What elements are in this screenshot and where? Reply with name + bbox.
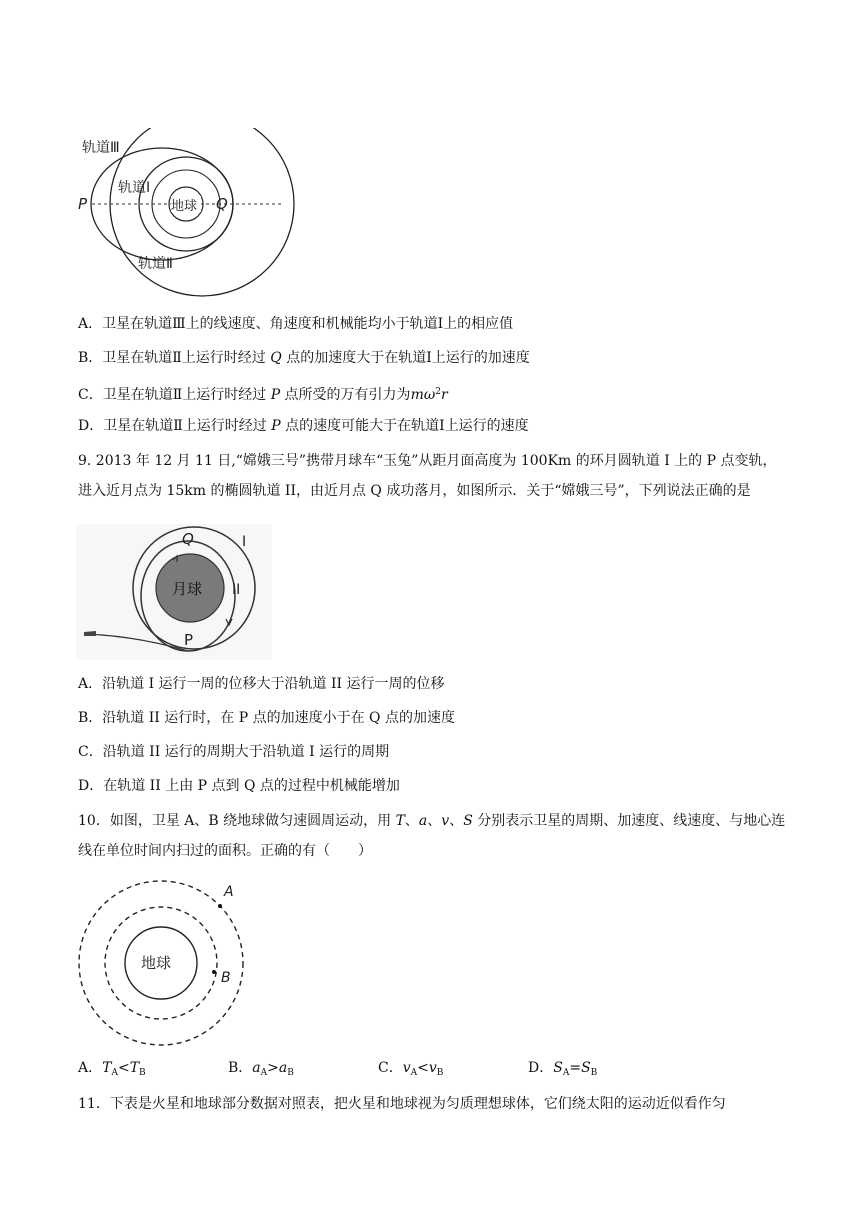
q11-stem: 11．下表是火星和地球部分数据对照表，把火星和地球视为匀质理想球体，它们绕太阳的运动近似看作匀 [78,1096,726,1112]
earth-label: 地球 [171,199,198,214]
q9-option-b [78,708,455,728]
option-letter: C． [378,1060,403,1076]
option-text: 卫星在轨道Ⅲ上的线速度、角速度和机械能均小于轨道Ⅰ上的相应值 [102,316,514,332]
q8-option-b [78,348,530,368]
option-op: < [417,1060,429,1076]
satellite-b-dot [212,970,216,974]
point-q-label: Q [216,195,228,213]
q8-option-a [78,314,513,334]
formula-m-omega: mω [410,387,436,403]
separator: 、 [449,813,464,829]
option-letter: D． [78,418,104,434]
stem-text: 10．如图，卫星 A、B 绕地球做匀速圆周运动，用 [78,813,396,829]
q10-option-d [528,1058,597,1083]
formula-r: r [441,387,448,403]
option-text: 沿轨道 II 运行时，在 P 点的加速度小于在 Q 点的加速度 [102,710,455,726]
option-text: 沿轨道 I 运行一周的位移大于沿轨道 II 运行一周的位移 [102,676,445,692]
q10-stem [78,806,788,866]
option-op: > [267,1060,279,1076]
satellite-orbit-diagram [76,878,252,1048]
option-rhs-sub: B [287,1068,294,1078]
stem-text: 分别表示卫星的周期、加速度、线速度、与地心连线在单位时间内扫过的面积。正确的有（ ） [78,813,786,859]
option-rhs: S [581,1060,591,1076]
option-rhs: v [428,1060,437,1076]
option-lhs: a [252,1060,261,1076]
option-letter: C． [78,387,103,403]
point-q-label: Q [182,530,194,548]
option-text: 卫星在轨道Ⅱ上运行时经过 [102,350,271,366]
option-rhs-sub: B [590,1068,598,1078]
option-rhs-sub: B [436,1068,444,1078]
var-v: v [441,813,450,829]
option-variable: P [271,418,281,434]
option-lhs-sub: A [410,1068,418,1078]
var-s: S [463,813,473,829]
q9-option-d [78,776,400,796]
option-op: < [117,1060,130,1076]
point-p-label: P [78,195,88,213]
q9-stem: 9. 2013 年 12 月 11 日,“嫦娥三号”携带月球车“玉兔”从距月面高度为 100Km 的环月圆轨道 I 上的 P 点变轨，进入近月点为 15km 的椭圆轨道 II，由近月点 Q 成功落月，如图所示．关于“嫦娥三号”，下列说法正确的是 [78,453,777,499]
option-text: 卫星在轨道Ⅱ上运行时经过 [102,387,271,403]
option-rhs: a [278,1060,288,1076]
q8-option-c [78,382,448,405]
option-text: 点的速度可能大于在轨道Ⅰ上运行的速度 [280,418,529,434]
satellite-a-label: A [224,884,234,900]
q10-option-a [78,1058,146,1083]
orbit2-label: 轨道Ⅱ [138,256,173,272]
option-lhs-sub: A [111,1068,118,1078]
separator: 、 [427,813,442,829]
option-letter: A． [78,1060,103,1076]
satellite-b-label: B [221,970,231,986]
option-lhs-sub: A [260,1068,268,1078]
orbit-ii-label: II [232,582,241,598]
option-lhs: T [102,1060,112,1076]
option-variable: P [270,387,281,403]
option-lhs-sub: A [562,1068,570,1078]
option-text: 沿轨道 II 运行的周期大于沿轨道 I 运行的周期 [102,744,390,760]
moon-orbit-diagram [76,524,272,660]
orbit3-label: 轨道Ⅲ [82,140,120,156]
option-letter: B． [78,350,103,366]
separator: 、 [404,813,419,829]
option-letter: A． [78,316,103,332]
q8-option-d [78,416,529,436]
q9-option-a [78,674,445,694]
var-a: a [418,813,428,829]
orbit-diagram [76,128,296,298]
option-lhs: v [402,1060,411,1076]
earth-label: 地球 [141,954,172,972]
q10-option-c [378,1058,443,1083]
option-letter: C． [78,744,103,760]
formula-exponent: 2 [435,387,441,397]
moon-label: 月球 [172,580,203,598]
option-text: 点所受的万有引力为 [280,387,411,403]
q9-option-c [78,742,389,762]
var-t: T [395,813,405,829]
option-text: 卫星在轨道Ⅱ上运行时经过 [103,418,272,434]
option-op: = [569,1060,582,1076]
satellite-a-dot [218,904,222,908]
option-text: 点的加速度大于在轨道Ⅰ上运行的加速度 [281,350,530,366]
option-variable: Q [270,350,282,366]
option-letter: A． [78,676,103,692]
orbit1-label: 轨道Ⅰ [118,180,151,196]
option-text: 在轨道 II 上由 P 点到 Q 点的过程中机械能增加 [103,778,400,794]
option-rhs-sub: B [139,1068,146,1078]
option-letter: D． [528,1060,554,1076]
q10-option-b [228,1058,294,1083]
point-p-label: P [184,631,194,649]
orbit-i-label: I [242,534,247,550]
option-lhs: S [553,1060,563,1076]
option-rhs: T [129,1060,140,1076]
option-letter: D． [78,778,104,794]
option-letter: B． [228,1060,253,1076]
option-letter: B． [78,710,103,726]
